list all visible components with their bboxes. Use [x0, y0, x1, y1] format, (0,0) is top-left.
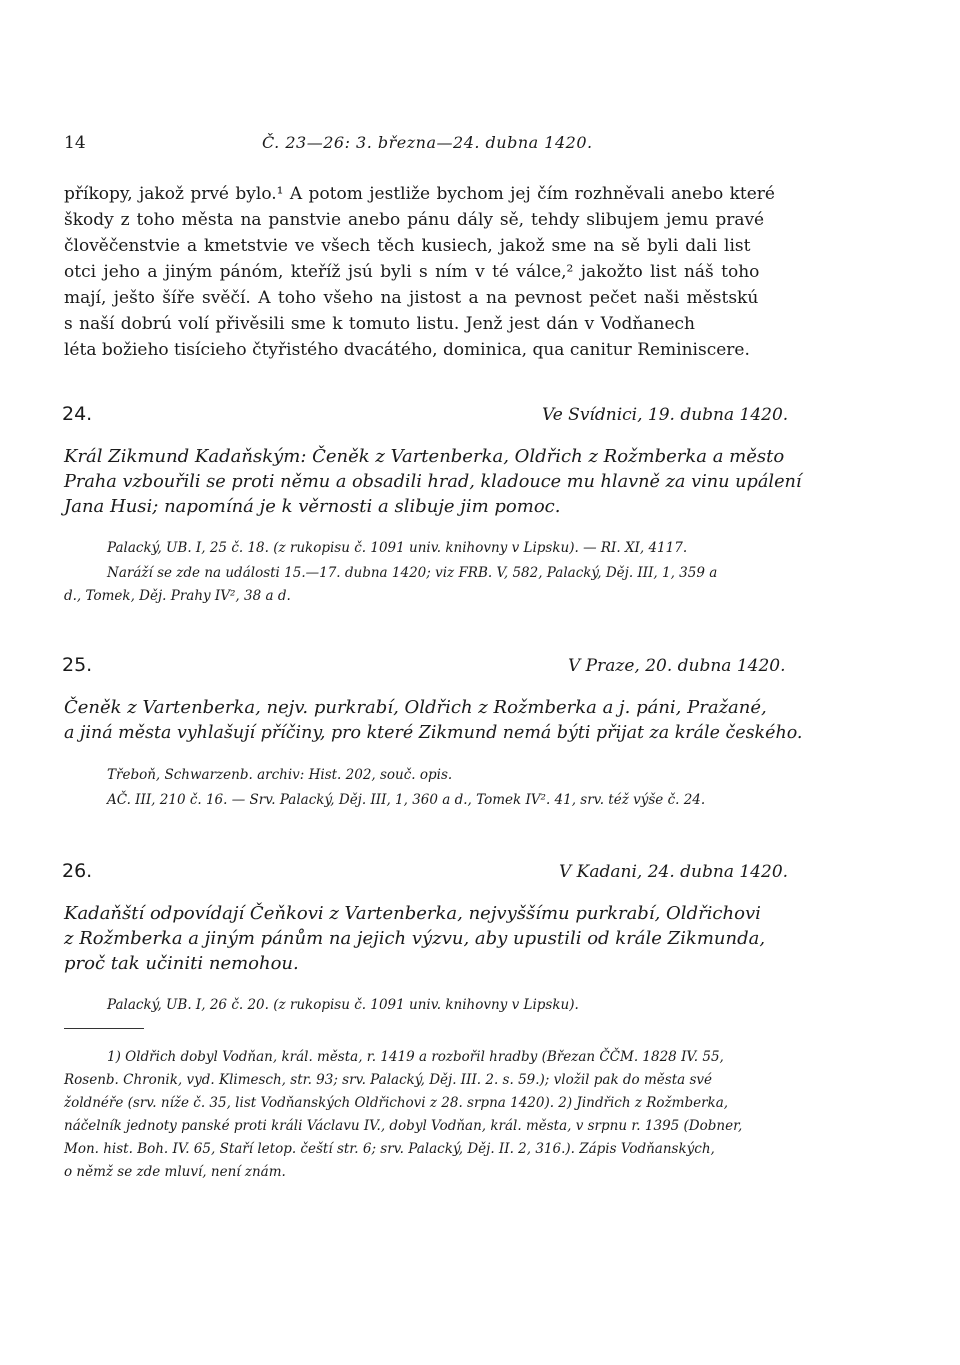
entry-number: 26. [62, 860, 93, 882]
running-title: Č. 23—26: 3. března—24. dubna 1420. [262, 133, 593, 152]
entry-note-line: Třeboň, Schwarzenb. archiv: Hist. 202, souč. opis. [107, 767, 453, 783]
entry-place-date: V Kadani, 24. dubna 1420. [559, 862, 789, 882]
entry-place-date: Ve Svídnici, 19. dubna 1420. [542, 405, 789, 425]
footnote-divider [64, 1028, 144, 1029]
footnote-line: náčelník jednoty panské proti králi Václavu IV., dobyl Vodňan, král. města, v srpnu r. 1395 (Dobner, [64, 1118, 743, 1134]
entry-regest-line: Král Zikmund Kadaňským: Čeněk z Vartenberka, Oldřich z Rožmberka a město [64, 446, 785, 467]
body-line: škody z toho města na panstvie anebo pánu dály sě, tehdy slibujem jemu pravé [64, 210, 765, 230]
body-line: s naší dobrú volí přivěsili sme k tomuto listu. Jenž jest dán v Vodňanech [64, 314, 695, 334]
entry-note-line: Naráží se zde na události 15.—17. dubna 1420; viz FRB. V, 582, Palacký, Děj. III, 1, 359 a [107, 565, 718, 581]
footnote-line: Rosenb. Chronik, vyd. Klimesch, str. 93; srv. Palacký, Děj. III. 2. s. 59.); vložil pak do města své [64, 1072, 713, 1088]
entry-regest-line: Čeněk z Vartenberka, nejv. purkrabí, Oldřich z Rožmberka a j. páni, Pražané, [64, 697, 767, 718]
entry-regest-line: z Rožmberka a jiným pánům na jejich výzvu, aby upustili od krále Zikmunda, [64, 928, 766, 949]
entry-number: 25. [62, 654, 93, 676]
body-line: otci jeho a jiným pánóm, kteříž jsú byli s ním v té válce,² jakožto list náš toho [64, 262, 760, 282]
entry-regest-line: a jiná města vyhlašují příčiny, pro které Zikmund nemá býti přijat za krále českého. [64, 722, 803, 743]
entry-regest-line: Kadaňští odpovídají Čeňkovi z Vartenberka, nejvyššímu purkrabí, Oldřichovi [64, 903, 761, 924]
body-line: léta božieho tisícieho čtyřistého dvacátého, dominica, qua canitur Reminiscere. [64, 340, 750, 360]
footnote-line: 1) Oldřich dobyl Vodňan, král. města, r. 1419 a rozbořil hradby (Březan ČČM. 1828 IV. 55, [107, 1049, 724, 1065]
footnote-line: žoldnéře (srv. níže č. 35, list Vodňanských Oldřichovi z 28. srpna 1420). 2) Jindřich z Rožmberka, [64, 1095, 729, 1111]
body-line: mají, ješto šíře svěčí. A toho všeho na jistost a na pevnost pečet naši městskú [64, 288, 759, 308]
body-line: člověčenstvie a kmetstvie ve všech těch kusiech, jakož sme na sě byli dali list [64, 236, 751, 256]
footnote-line: o němž se zde mluví, není znám. [64, 1164, 286, 1180]
footnote-line: Mon. hist. Boh. IV. 65, Staří letop. čeští str. 6; srv. Palacký, Děj. II. 2, 316.). Zápis Vodňanských, [64, 1141, 715, 1157]
entry-regest-line: Praha vzbouřili se proti němu a obsadili hrad, kladouce mu hlavně za vinu upálení [64, 471, 802, 492]
entry-note-line: AČ. III, 210 č. 16. — Srv. Palacký, Děj. III, 1, 360 a d., Tomek IV². 41, srv. též výše č. 24. [107, 792, 706, 808]
entry-note-line: Palacký, UB. I, 26 č. 20. (z rukopisu č. 1091 univ. knihovny v Lipsku). [107, 997, 579, 1013]
body-line: příkopy, jakož prvé bylo.¹ A potom jestliže bychom jej čím rozhněvali anebo které [64, 184, 775, 204]
entry-regest-line: proč tak učiniti nemohou. [64, 953, 299, 974]
entry-number: 24. [62, 403, 93, 425]
entry-place-date: V Praze, 20. dubna 1420. [568, 656, 786, 676]
page-number: 14 [64, 133, 86, 153]
entry-note-line: d., Tomek, Děj. Prahy IV², 38 a d. [64, 588, 291, 604]
entry-regest-line: Jana Husi; napomíná je k věrnosti a slibuje jim pomoc. [64, 496, 561, 517]
entry-note-line: Palacký, UB. I, 25 č. 18. (z rukopisu č. 1091 univ. knihovny v Lipsku). — RI. XI, 4117. [107, 540, 688, 556]
